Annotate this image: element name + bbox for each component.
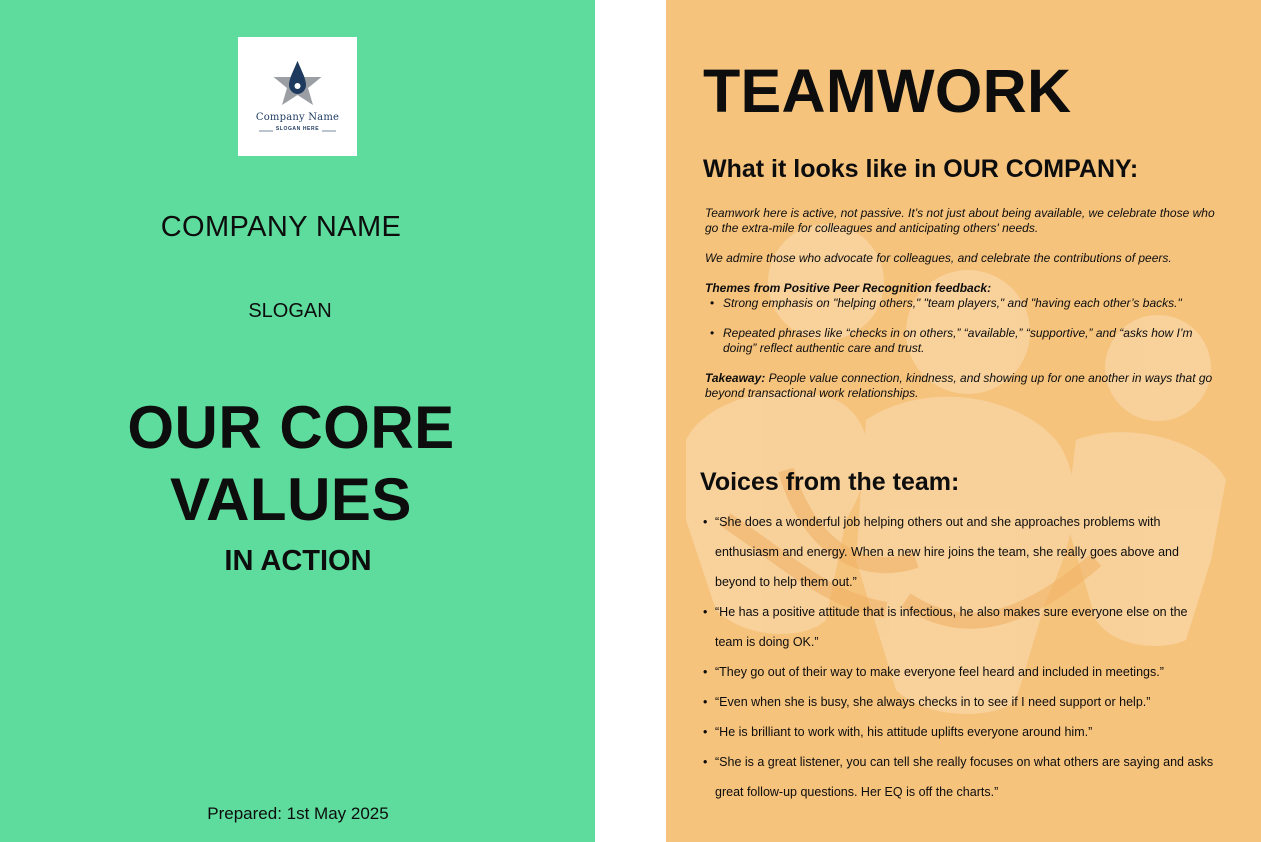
themes-heading: Themes from Positive Peer Recognition feedback: <box>705 281 992 295</box>
quote-item: • “He has a positive attitude that is infectious, he also makes sure everyone else on the team is doing OK.” <box>703 597 1216 657</box>
prepared-date: Prepared: 1st May 2025 <box>207 804 389 823</box>
description-block <box>705 206 1220 416</box>
voices-heading: Voices from the team: <box>700 468 960 496</box>
quote-item: • “They go out of their way to make everyone feel heard and included in meetings.” <box>703 657 1216 687</box>
star-drop-icon <box>238 37 357 156</box>
quote-item: • “She is a great listener, you can tell she really focuses on what others are saying and asks great follow-up questions. Her EQ is off the charts.” <box>703 747 1216 807</box>
quotes-list <box>703 507 1216 807</box>
quote-item: • “He is brilliant to work with, his attitude uplifts everyone around him.” <box>703 717 1216 747</box>
quote-item: • “Even when she is busy, she always checks in to see if I need support or help.” <box>703 687 1216 717</box>
takeaway <box>705 371 1220 401</box>
themes-list <box>705 296 1220 356</box>
cover-title-line-2: VALUES <box>170 466 412 533</box>
list-item: • Repeated phrases like “checks in on others,” “available,” “supportive,” and “asks how I’m doing” reflect authentic care and trust. <box>705 326 1220 356</box>
quote-item: • “She does a wonderful job helping others out and she approaches problems with enthusiasm and energy. When a new hire joins the team, she really goes above and beyond to help them out.” <box>703 507 1216 597</box>
slogan: SLOGAN <box>248 300 332 322</box>
company-name: COMPANY NAME <box>160 211 402 243</box>
cover-title <box>90 392 492 536</box>
cover-title-line-1: OUR CORE <box>127 394 455 461</box>
takeaway-text: People value connection, kindness, and showing up for one another in ways that go beyond transactional work relationships. <box>705 371 1213 400</box>
cover-page <box>0 0 595 842</box>
list-item: • Strong emphasis on "helping others," "team players," and "having each other’s backs." <box>705 296 1220 311</box>
teamwork-page <box>666 0 1261 842</box>
cover-subtitle: IN ACTION <box>224 545 372 577</box>
logo-slogan: SLOGAN HERE <box>275 126 320 132</box>
company-logo <box>238 37 357 156</box>
section-heading: What it looks like in OUR COMPANY: <box>703 155 1139 183</box>
page-title: TEAMWORK <box>703 57 1072 125</box>
logo-company-name: Company Name <box>255 112 340 123</box>
paragraph: Teamwork here is active, not passive. It’s not just about being available, we celebrate those who go the extra-mile for colleagues and anticipating others' needs. <box>705 206 1215 235</box>
takeaway-label: Takeaway: <box>705 371 766 385</box>
paragraph: We admire those who advocate for colleagues, and celebrate the contributions of peers. <box>705 251 1172 265</box>
